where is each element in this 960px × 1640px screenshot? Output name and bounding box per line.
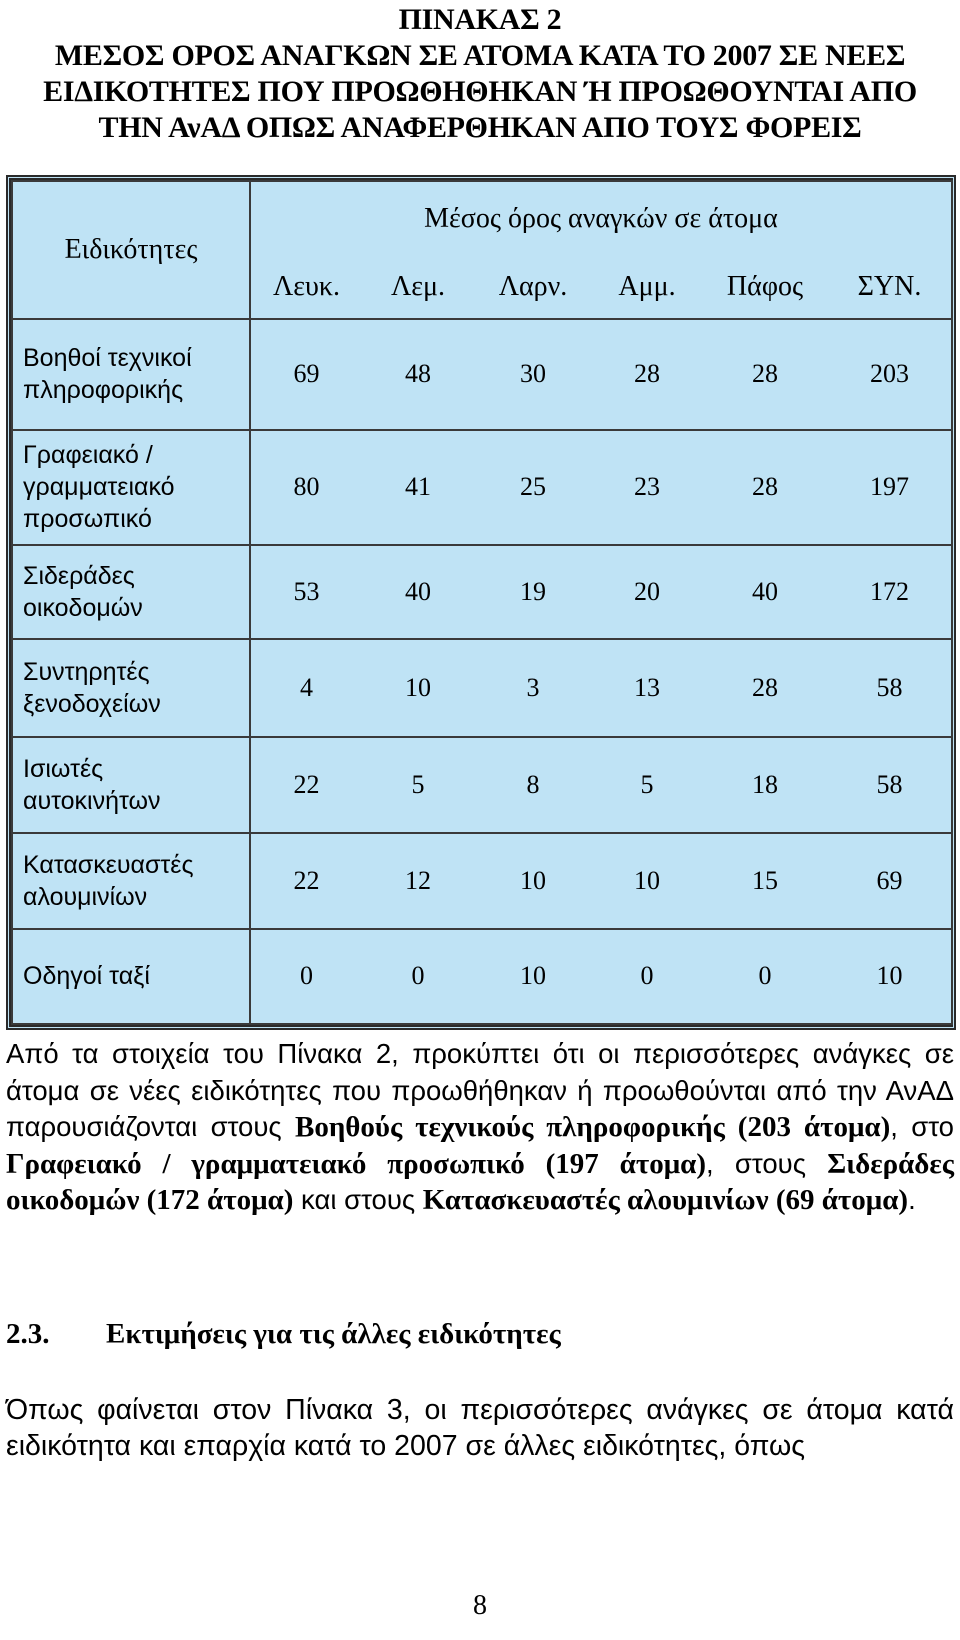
specialty-text: Συντηρητές: [23, 657, 150, 686]
specialty-cell: [12, 545, 250, 639]
value-cell: 15: [702, 833, 828, 929]
value-cell: 10: [474, 833, 592, 929]
total-cell: 69: [828, 833, 952, 929]
specialty-cell: [12, 929, 250, 1024]
specialty-cell: [12, 639, 250, 737]
value-cell: 0: [362, 929, 474, 1024]
region-header: Πάφος: [702, 255, 828, 319]
value-cell: 3: [474, 639, 592, 737]
value-cell: 5: [592, 737, 702, 833]
region-header-total: ΣΥΝ.: [828, 255, 952, 319]
specialty-text: Κατασκευαστές: [23, 850, 194, 879]
value-cell: 28: [702, 319, 828, 430]
specialty-text: πληροφορικής: [23, 376, 184, 405]
specialty-text: αλουμινίων: [23, 882, 148, 911]
specialty-text: αυτοκινήτων: [23, 786, 161, 815]
table-row: [12, 639, 952, 737]
specialty-text: Σιδεράδες: [23, 561, 135, 590]
value-cell: 0: [592, 929, 702, 1024]
total-cell: 58: [828, 639, 952, 737]
value-cell: 10: [362, 639, 474, 737]
summary-paragraph: [6, 1036, 954, 1219]
value-cell: 10: [474, 929, 592, 1024]
value-cell: 0: [702, 929, 828, 1024]
specialty-text: Γραφειακό /: [23, 441, 153, 470]
table-row: [12, 929, 952, 1024]
paragraph-bold-text: Σιδεράδες οικοδομών (172 άτομα): [6, 1147, 954, 1216]
paragraph-text: Από τα στοιχεία του Πίνακα 2, προκύπτει ότι οι περισσότερες ανάγκες σε άτομα σε νέες ειδικότητες που προωθήθηκαν ή προωθούνται από την ΑνΑΔ παρουσιάζονται στους: [6, 1038, 954, 1142]
caption-line-2: ΜΕΣΟΣ ΟΡΟΣ ΑΝΑΓΚΩΝ ΣΕ ΑΤΟΜΑ ΚΑΤΑ ΤΟ 2007 ΣΕ ΝΕΕΣ: [54, 39, 906, 72]
value-cell: 40: [362, 545, 474, 639]
table-row: [12, 545, 952, 639]
value-cell: 23: [592, 430, 702, 545]
value-cell: 13: [592, 639, 702, 737]
needs-table: [11, 180, 953, 1025]
specialty-text: προσωπικό: [23, 505, 152, 534]
specialty-text: Οδηγοί ταξί: [23, 962, 150, 991]
value-cell: 69: [250, 319, 362, 430]
specialty-header: Ειδικότητες: [12, 181, 250, 319]
table-row: [12, 430, 952, 545]
value-cell: 28: [592, 319, 702, 430]
page-number: 8: [473, 1590, 487, 1621]
section-title: Εκτιμήσεις για τις άλλες ειδικότητες: [106, 1318, 561, 1350]
paragraph-text: και στους: [293, 1184, 423, 1215]
region-header: Λαρν.: [474, 255, 592, 319]
specialty-cell: [12, 430, 250, 545]
paragraph-bold-text: Βοηθούς τεχνικούς πληροφορικής (203 άτομα): [294, 1111, 891, 1143]
specialty-text: ξενοδοχείων: [23, 689, 161, 718]
value-cell: 0: [250, 929, 362, 1024]
region-header: Λεμ.: [362, 255, 474, 319]
caption-line-4: ΤΗΝ ΑνΑΔ ΟΠΩΣ ΑΝΑΦΕΡΘΗΚΑΝ ΑΠΟ ΤΟΥΣ ΦΟΡΕΙΣ: [98, 111, 862, 144]
value-cell: 30: [474, 319, 592, 430]
region-header: Αμμ.: [592, 255, 702, 319]
value-cell: 48: [362, 319, 474, 430]
needs-table-frame: [6, 175, 956, 1030]
value-cell: 22: [250, 833, 362, 929]
value-cell: 53: [250, 545, 362, 639]
value-cell: 12: [362, 833, 474, 929]
value-cell: 4: [250, 639, 362, 737]
value-cell: 20: [592, 545, 702, 639]
value-cell: 80: [250, 430, 362, 545]
paragraph-text: , στο: [890, 1111, 954, 1142]
paragraph-bold-text: Γραφειακό / γραμματειακό προσωπικό (197 άτομα): [6, 1147, 707, 1180]
value-cell: 19: [474, 545, 592, 639]
value-cell: 8: [474, 737, 592, 833]
body-paragraph: Όπως φαίνεται στον Πίνακα 3, οι περισσότερες ανάγκες σε άτομα κατά ειδικότητα και επαρχία κατά το 2007 σε άλλες ειδικότητες, όπως: [6, 1394, 954, 1462]
specialty-cell: [12, 737, 250, 833]
value-cell: 40: [702, 545, 828, 639]
specialty-text: Βοηθοί τεχνικοί: [23, 344, 192, 373]
total-cell: 172: [828, 545, 952, 639]
value-cell: 18: [702, 737, 828, 833]
value-cell: 28: [702, 639, 828, 737]
total-cell: 58: [828, 737, 952, 833]
specialty-cell: [12, 319, 250, 430]
total-cell: 197: [828, 430, 952, 545]
value-cell: 5: [362, 737, 474, 833]
region-header: Λευκ.: [250, 255, 362, 319]
specialty-text: γραμματειακό: [23, 473, 175, 502]
table-caption: [0, 2, 960, 146]
total-cell: 10: [828, 929, 952, 1024]
specialty-cell: [12, 833, 250, 929]
caption-line-1: ΠΙΝΑΚΑΣ 2: [398, 3, 562, 36]
caption-line-3: ΕΙΔΙΚΟΤΗΤΕΣ ΠΟΥ ΠΡΟΩΘΗΘΗΚΑΝ Ή ΠΡΟΩΘΟΥΝΤΑΙ ΑΠΟ: [43, 75, 917, 108]
group-header: Μέσος όρος αναγκών σε άτομα: [250, 181, 952, 255]
value-cell: 25: [474, 430, 592, 545]
section-number: 2.3.: [6, 1318, 50, 1350]
paragraph-bold-text: Κατασκευαστές αλουμινίων (69 άτομα): [422, 1184, 909, 1216]
paragraph-text: , στους: [706, 1147, 828, 1179]
table-row: [12, 319, 952, 430]
value-cell: 28: [702, 430, 828, 545]
specialty-text: Ισιωτές: [23, 754, 104, 783]
value-cell: 41: [362, 430, 474, 545]
value-cell: 10: [592, 833, 702, 929]
paragraph-text: .: [908, 1184, 916, 1215]
table-row: [12, 833, 952, 929]
specialty-text: οικοδομών: [23, 593, 143, 622]
value-cell: 22: [250, 737, 362, 833]
total-cell: 203: [828, 319, 952, 430]
table-row: [12, 737, 952, 833]
section-heading: [6, 1318, 954, 1351]
